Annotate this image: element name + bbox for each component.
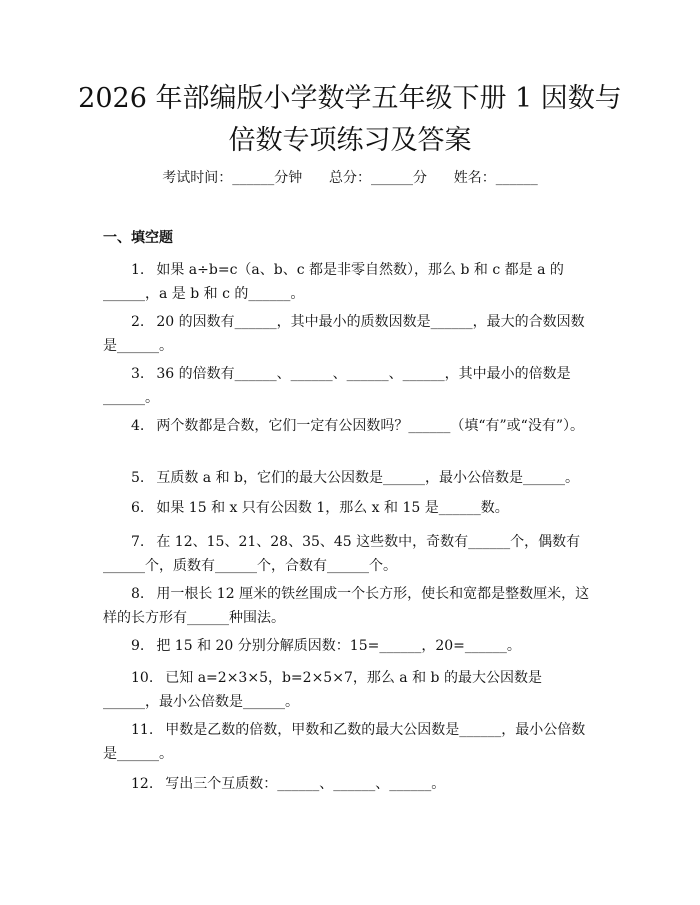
document-title: [60, 78, 640, 162]
question-8: 8. 用一根长 12 厘米的铁丝围成一个长方形，使长和宽都是整数厘米，这样的长方形有______种围法。: [103, 586, 590, 626]
question-11: 11. 甲数是乙数的倍数，甲数和乙数的最大公因数是______，最小公倍数是______。: [103, 722, 586, 762]
title-line-2: 倍数专项练习及答案: [228, 125, 472, 156]
section-heading-fill-in: 一、填空题: [103, 230, 173, 246]
question-9: 9. 把 15 和 20 分别分解质因数：15=______，20=______。: [131, 638, 521, 654]
question-4: 4. 两个数都是合数，它们一定有公因数吗？______（填“有”或“没有”）。: [131, 418, 584, 434]
question-3: 3. 36 的倍数有______、______、______、______，其中最小的倍数是______。: [103, 366, 571, 406]
question-6: 6. 如果 15 和 x 只有公因数 1，那么 x 和 15 是______数。: [131, 500, 509, 516]
student-name: 姓名：______: [453, 170, 538, 186]
question-2: 2. 20 的因数有______，其中最小的质数因数是______，最大的合数因数是______。: [103, 314, 585, 354]
exam-time: 考试时间：______分钟: [162, 170, 303, 186]
total-score: 总分：______分: [329, 170, 427, 186]
question-12: 12. 写出三个互质数：______、______、______。: [131, 776, 446, 792]
title-line-1: 2026 年部编版小学数学五年级下册 1 因数与: [78, 83, 622, 114]
question-5: 5. 互质数 a 和 b，它们的最大公因数是______，最小公倍数是______。: [131, 470, 580, 486]
exam-info: [0, 168, 700, 188]
question-10: 10. 已知 a=2×3×5，b=2×5×7，那么 a 和 b 的最大公因数是______，最小公倍数是______。: [103, 670, 542, 710]
question-1: 1. 如果 a÷b=c（a、b、c 都是非零自然数），那么 b 和 c 都是 a 的______，a 是 b 和 c 的______。: [103, 262, 564, 302]
question-7: 7. 在 12、15、21、28、35、45 这些数中，奇数有______个，偶数有______个，质数有______个，合数有______个。: [103, 534, 581, 574]
